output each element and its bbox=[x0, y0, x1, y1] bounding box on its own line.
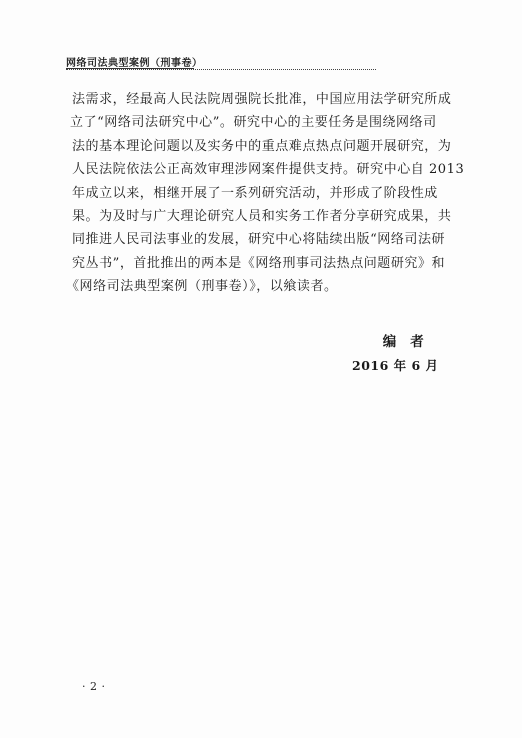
body-line: 《网络司法典型案例（刑事卷）》，以飨读者。 bbox=[66, 279, 338, 295]
body-line: 同推进人民司法事业的发展，研究中心将陆续出版“网络司法研 bbox=[72, 232, 446, 248]
preface-body-text bbox=[66, 88, 465, 299]
body-line: 法的基本理论问题以及实务中的重点难点热点问题开展研究，为 bbox=[72, 138, 452, 154]
signature-date: 2016 年 6 月 bbox=[352, 358, 439, 373]
header-rule-dotted bbox=[66, 69, 376, 70]
body-line: 人民法院依法公正高效审理涉网案件提供支持。研究中心自 2013 bbox=[72, 162, 465, 178]
body-line: 年成立以来，相继开展了一系列研究活动，并形成了阶段性成 bbox=[72, 185, 438, 201]
body-line: 究丛书”，首批推出的两本是《网络刑事司法热点问题研究》和 bbox=[72, 255, 446, 271]
running-header-title: 网络司法典型案例（刑事卷） bbox=[66, 58, 203, 69]
page-number: · 2 · bbox=[82, 680, 106, 693]
body-line: 果。为及时与广大理论研究人员和实务工作者分享研究成果，共 bbox=[72, 209, 452, 225]
signature-author: 编者 bbox=[382, 334, 438, 350]
preface-signature bbox=[352, 330, 449, 374]
body-line: 立了“网络司法研究中心”。研究中心的主要任务是围绕网络司 bbox=[70, 115, 437, 131]
body-line: 法需求，经最高人民法院周强院长批准，中国应用法学研究所成 bbox=[72, 92, 452, 107]
